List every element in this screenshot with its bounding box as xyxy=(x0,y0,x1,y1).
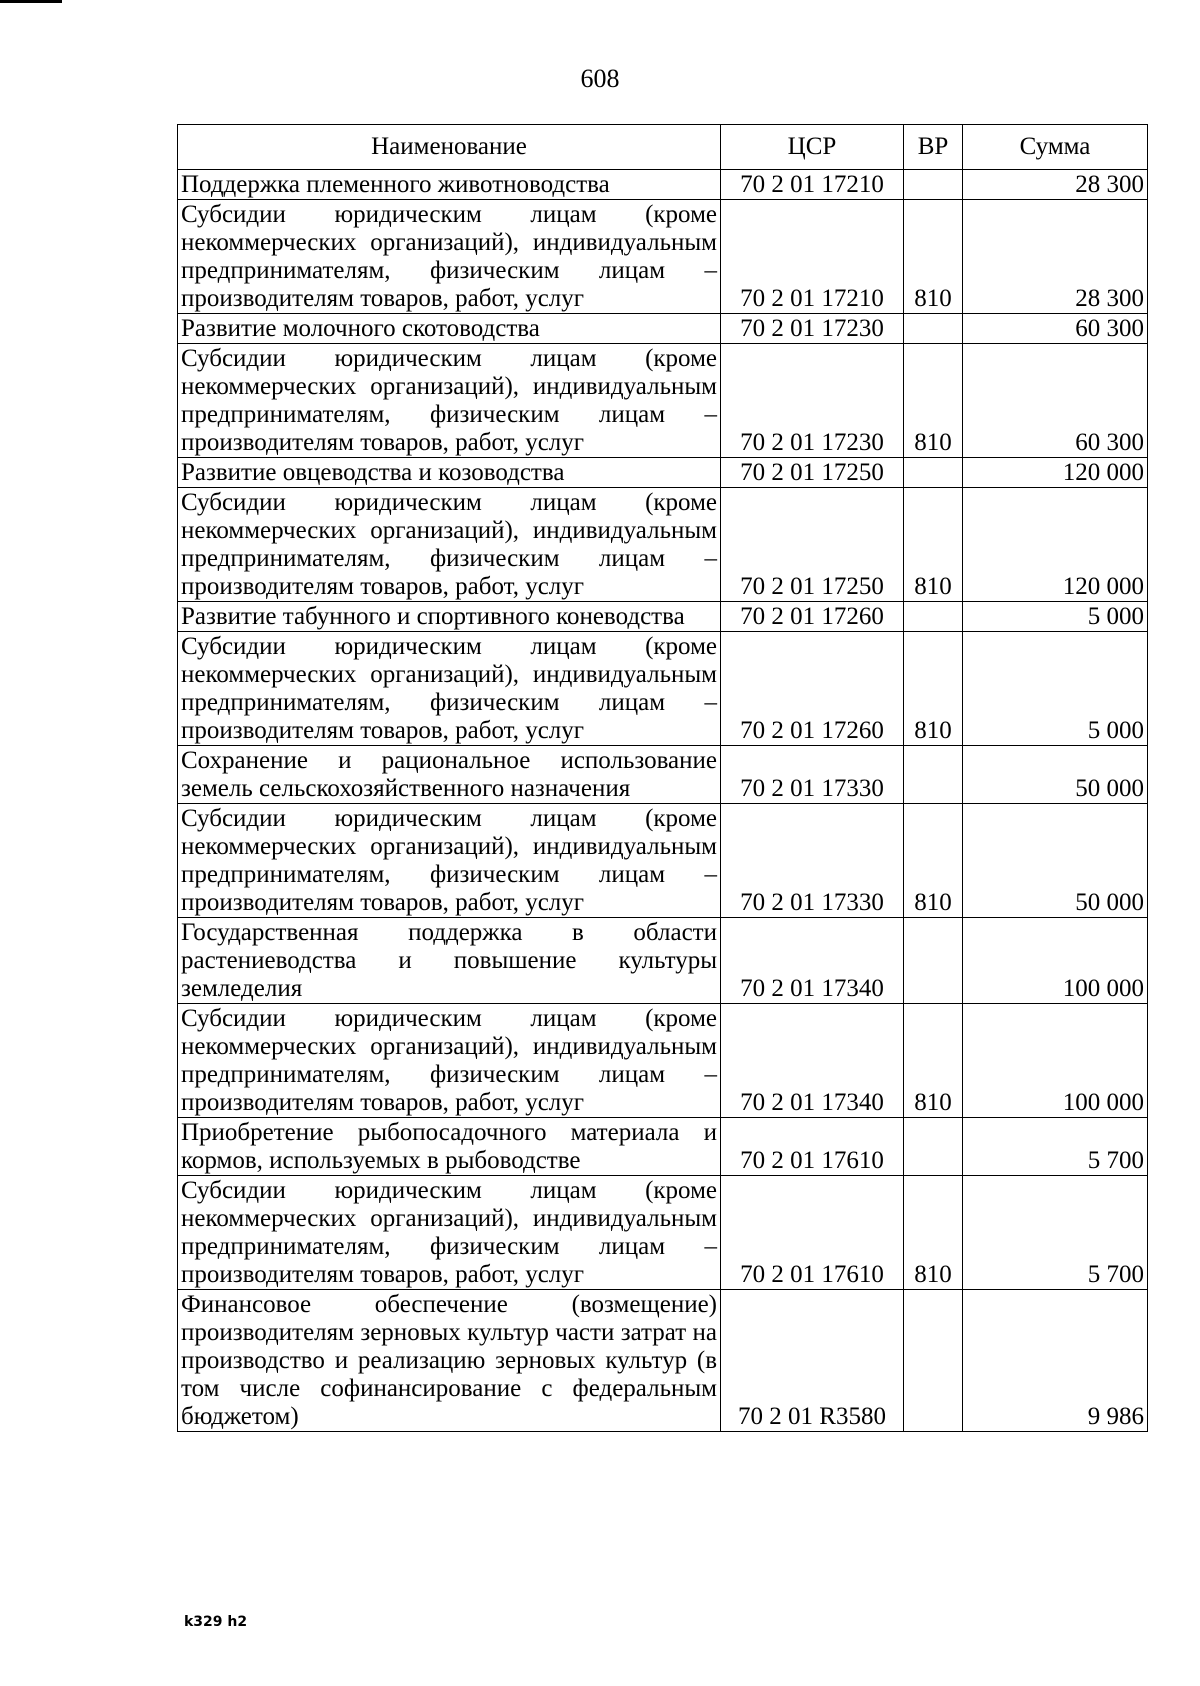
row-sum: 5 000 xyxy=(963,632,1148,746)
row-sum: 5 700 xyxy=(963,1118,1148,1176)
row-vr: 810 xyxy=(904,344,963,458)
row-name: Субсидии юридическим лицам (кроме некоммерческих организаций), индивидуальным предпринимателям, физическим лицам – производителям товаров, работ, услуг xyxy=(178,344,721,458)
row-csr: 70 2 01 17260 xyxy=(721,602,904,632)
row-sum: 28 300 xyxy=(963,170,1148,200)
row-sum: 60 300 xyxy=(963,344,1148,458)
header-sum: Сумма xyxy=(963,125,1148,170)
table-row xyxy=(178,1290,1148,1432)
row-vr: 810 xyxy=(904,632,963,746)
row-name: Субсидии юридическим лицам (кроме некоммерческих организаций), индивидуальным предпринимателям, физическим лицам – производителям товаров, работ, услуг xyxy=(178,1176,721,1290)
table-row xyxy=(178,1118,1148,1176)
table-row xyxy=(178,344,1148,458)
row-vr: 810 xyxy=(904,1004,963,1118)
row-name: Субсидии юридическим лицам (кроме некоммерческих организаций), индивидуальным предпринимателям, физическим лицам – производителям товаров, работ, услуг xyxy=(178,488,721,602)
row-name: Субсидии юридическим лицам (кроме некоммерческих организаций), индивидуальным предпринимателям, физическим лицам – производителям товаров, работ, услуг xyxy=(178,1004,721,1118)
table-row xyxy=(178,918,1148,1004)
row-sum: 50 000 xyxy=(963,804,1148,918)
row-vr xyxy=(904,170,963,200)
row-sum: 100 000 xyxy=(963,1004,1148,1118)
row-vr: 810 xyxy=(904,200,963,314)
row-csr: 70 2 01 17340 xyxy=(721,1004,904,1118)
row-sum: 5 700 xyxy=(963,1176,1148,1290)
row-vr xyxy=(904,314,963,344)
table-row xyxy=(178,632,1148,746)
table-header-row xyxy=(178,125,1148,170)
table-row xyxy=(178,804,1148,918)
row-csr: 70 2 01 17610 xyxy=(721,1176,904,1290)
row-sum: 60 300 xyxy=(963,314,1148,344)
row-name: Субсидии юридическим лицам (кроме некоммерческих организаций), индивидуальным предпринимателям, физическим лицам – производителям товаров, работ, услуг xyxy=(178,200,721,314)
row-name: Развитие овцеводства и козоводства xyxy=(178,458,721,488)
row-vr xyxy=(904,458,963,488)
row-vr xyxy=(904,746,963,804)
budget-table xyxy=(177,124,1148,1432)
row-name: Развитие молочного скотоводства xyxy=(178,314,721,344)
row-csr: 70 2 01 17340 xyxy=(721,918,904,1004)
row-name: Государственная поддержка в области растениеводства и повышение культуры земледелия xyxy=(178,918,721,1004)
table-row xyxy=(178,1176,1148,1290)
row-vr: 810 xyxy=(904,1176,963,1290)
row-csr: 70 2 01 17260 xyxy=(721,632,904,746)
scan-corner-mark xyxy=(0,0,62,3)
row-name: Приобретение рыбопосадочного материала и кормов, используемых в рыбоводстве xyxy=(178,1118,721,1176)
row-sum: 120 000 xyxy=(963,488,1148,602)
table-row xyxy=(178,458,1148,488)
row-csr: 70 2 01 17330 xyxy=(721,804,904,918)
row-name: Поддержка племенного животноводства xyxy=(178,170,721,200)
row-name: Развитие табунного и спортивного коневодства xyxy=(178,602,721,632)
row-vr xyxy=(904,1118,963,1176)
table-row xyxy=(178,314,1148,344)
row-vr: 810 xyxy=(904,488,963,602)
table-row xyxy=(178,488,1148,602)
row-csr: 70 2 01 17330 xyxy=(721,746,904,804)
row-csr: 70 2 01 17210 xyxy=(721,170,904,200)
row-vr: 810 xyxy=(904,804,963,918)
row-sum: 50 000 xyxy=(963,746,1148,804)
row-vr xyxy=(904,1290,963,1432)
row-vr xyxy=(904,918,963,1004)
row-sum: 28 300 xyxy=(963,200,1148,314)
table-row xyxy=(178,200,1148,314)
row-vr xyxy=(904,602,963,632)
table-row xyxy=(178,1004,1148,1118)
row-csr: 70 2 01 17610 xyxy=(721,1118,904,1176)
footer-code: k329 h2 xyxy=(184,1614,248,1630)
header-name: Наименование xyxy=(178,125,721,170)
row-name: Субсидии юридическим лицам (кроме некоммерческих организаций), индивидуальным предпринимателям, физическим лицам – производителям товаров, работ, услуг xyxy=(178,632,721,746)
row-sum: 9 986 xyxy=(963,1290,1148,1432)
table-row xyxy=(178,602,1148,632)
row-sum: 5 000 xyxy=(963,602,1148,632)
row-csr: 70 2 01 17250 xyxy=(721,458,904,488)
header-csr: ЦСР xyxy=(721,125,904,170)
row-name: Сохранение и рациональное использование земель сельскохозяйственного назначения xyxy=(178,746,721,804)
row-sum: 120 000 xyxy=(963,458,1148,488)
row-csr: 70 2 01 17250 xyxy=(721,488,904,602)
row-name: Субсидии юридическим лицам (кроме некоммерческих организаций), индивидуальным предпринимателям, физическим лицам – производителям товаров, работ, услуг xyxy=(178,804,721,918)
row-csr: 70 2 01 17230 xyxy=(721,314,904,344)
row-csr: 70 2 01 17210 xyxy=(721,200,904,314)
row-name: Финансовое обеспечение (возмещение) производителям зерновых культур части затрат на производство и реализацию зерновых культур (в том числе софинансирование с федеральным бюджетом) xyxy=(178,1290,721,1432)
row-sum: 100 000 xyxy=(963,918,1148,1004)
header-vr: ВР xyxy=(904,125,963,170)
table-row xyxy=(178,170,1148,200)
page-number: 608 xyxy=(580,64,620,93)
row-csr: 70 2 01 R3580 xyxy=(721,1290,904,1432)
table-row xyxy=(178,746,1148,804)
row-csr: 70 2 01 17230 xyxy=(721,344,904,458)
